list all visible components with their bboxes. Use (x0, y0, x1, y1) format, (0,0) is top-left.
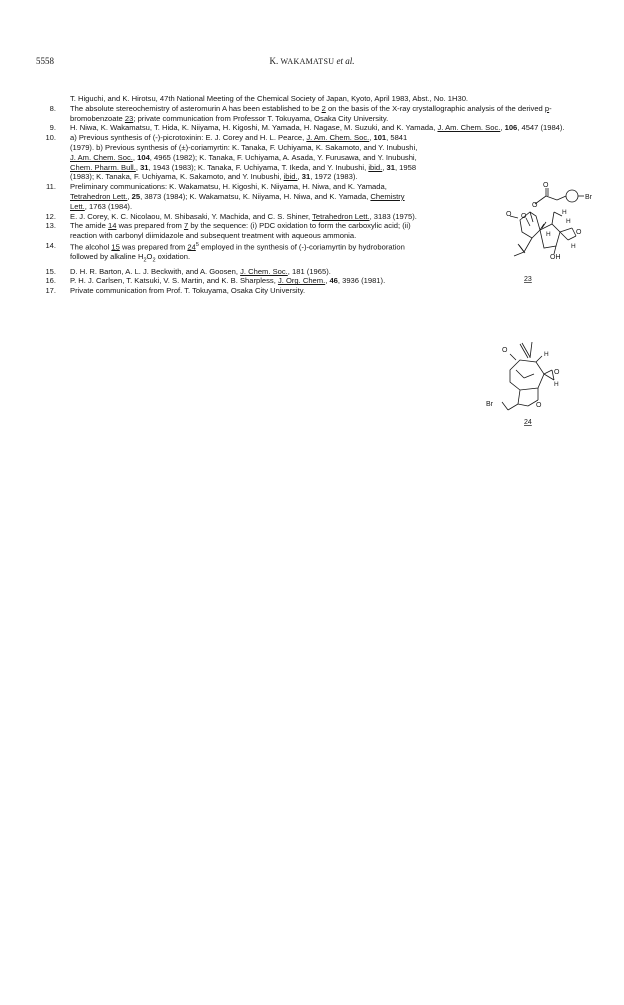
text-fragment: Preliminary communications: K. Wakamatsu, H. Kigoshi, K. Niiyama, H. Niwa, and K. Yamada, (70, 182, 387, 192)
text-fragment: was prepared from (116, 221, 184, 231)
reference-number: 15. (45, 266, 56, 276)
running-title (36, 56, 588, 66)
text-fragment: , 3183 (1975). (369, 211, 417, 221)
reference-text (70, 212, 420, 222)
compound-label-24: 24 (524, 419, 532, 426)
text-fragment: P. H. J. Carlsen, T. Katsuki, V. S. Martin, and K. B. Sharpless, (70, 276, 278, 286)
citation-fragment: Tetrahedron Lett. (312, 211, 370, 221)
reference-number: 17. (45, 286, 56, 296)
citation-fragment: 15 (111, 242, 120, 252)
citation-fragment: J. Am. Chem. Soc. (306, 133, 370, 143)
reference-entry (36, 123, 596, 133)
atom-br: Br (585, 194, 592, 201)
atom-h3: H (571, 243, 576, 250)
text-fragment: 31 (140, 162, 149, 172)
text-fragment: , (135, 162, 141, 172)
atom-br: Br (486, 401, 493, 408)
reference-text (70, 104, 596, 124)
reference-text (70, 276, 420, 286)
text-fragment: , 3873 (1984); K. Wakamatsu, K. Niiyama, H. Niwa, and K. Yamada, (140, 191, 371, 201)
author-name: WAKAMATSU (280, 57, 335, 66)
atom-o-ring: O (532, 202, 538, 209)
text-fragment: -bromobenzoate (70, 103, 552, 123)
text-fragment: , (297, 172, 302, 182)
text-fragment: a) Previous synthesis of (-)-picrotoxinin: E. J. Corey and H. L. Pearce, (70, 133, 307, 143)
author-initial: K. (269, 56, 281, 66)
text-fragment: , (382, 162, 387, 172)
reference-text (70, 94, 596, 104)
citation-fragment: ibid. (283, 172, 298, 182)
text-fragment: 2 (143, 257, 147, 264)
atom-h2: H (566, 218, 571, 225)
reference-text (70, 267, 420, 277)
structure-24 (480, 340, 580, 432)
atom-h4: H (546, 231, 551, 238)
text-fragment: , 5841 (1979). b) Previous synthesis of (±)-coriamyrtin: K. Tanaka, F. Uchiyama, K. Sakamoto, and Y. Inubushi, (70, 133, 418, 152)
text-fragment: oxidation. (155, 252, 191, 262)
text-fragment: H. Niwa, K. Wakamatsu, T. Hida, K. Niiyama, H. Kigoshi, M. Yamada, H. Nagase, M. Suzuki, and K. Yamada, (70, 123, 438, 133)
reference-number: 12. (45, 211, 56, 221)
text-fragment: , (325, 276, 330, 286)
reference-text (70, 241, 420, 267)
text-fragment: was prepared from (119, 242, 188, 252)
reference-text (70, 182, 420, 211)
text-fragment: 46 (329, 276, 338, 286)
text-fragment: T. Higuchi, and K. Hirotsu, 47th National Meeting of the Chemical Society of Japan, Kyoto, April 1983, Abst., No. 1H30. (70, 94, 469, 103)
atom-h2: H (554, 381, 559, 388)
text-fragment: D. H. R. Barton, A. L. J. Beckwith, and A. Goosen, (70, 266, 241, 276)
text-fragment: The amide (70, 221, 108, 231)
text-fragment: , 1943 (1983); K. Tanaka, F. Uchiyama, T. Ikeda, and Y. Inubushi, (148, 162, 369, 172)
citation-fragment: J. Org. Chem. (277, 276, 326, 286)
text-fragment: O (146, 252, 153, 262)
text-fragment: , 3936 (1981). (337, 276, 386, 286)
atom-h1: H (562, 209, 567, 216)
citation-fragment: 24 (187, 242, 196, 252)
reference-text (70, 221, 420, 241)
text-fragment: 101 (373, 133, 387, 143)
text-fragment: 2 (152, 257, 156, 264)
citation-fragment: J. Am. Chem. Soc. (70, 152, 133, 162)
text-fragment: 25 (131, 191, 141, 201)
text-fragment: E. J. Corey, K. C. Nicolaou, M. Shibasaki, Y. Machida, and C. S. Shiner, (70, 211, 313, 221)
citation-fragment: ibid. (368, 162, 383, 172)
reference-entry (36, 286, 596, 296)
structure-23-drawing (488, 176, 600, 286)
author-suffix: et al. (334, 56, 355, 66)
text-fragment: , 181 (1965). (287, 266, 331, 276)
text-fragment: , (132, 152, 138, 162)
reference-entry (36, 104, 596, 124)
atom-o-lactone: O (506, 211, 512, 218)
text-fragment: , 1972 (1983). (310, 172, 358, 182)
reference-number: 16. (45, 276, 56, 286)
text-fragment: The absolute stereochemistry of asteromurin A has been established to be (70, 103, 322, 113)
text-fragment: The alcohol (70, 242, 112, 252)
text-fragment: 104 (137, 152, 150, 162)
citation-fragment: 7 (183, 221, 189, 231)
atom-o-top: O (502, 347, 508, 354)
atom-o-right: O (554, 369, 560, 376)
citation-fragment: Chemistry Lett. (70, 191, 405, 211)
citation-fragment: Chem. Pharm. Bull. (70, 162, 136, 172)
reference-text (70, 133, 420, 182)
text-fragment: , 4965 (1982); K. Tanaka, F. Uchiyama, A. Asada, Y. Furusawa, and Y. Inubushi, (149, 152, 417, 162)
reference-entry (36, 133, 596, 182)
reference-text (70, 123, 596, 133)
text-fragment: , 1763 (1984). (84, 201, 133, 211)
text-fragment: ; private communication from Professor T. Tokuyama, Osaka City University. (133, 113, 389, 123)
structure-23 (488, 176, 600, 286)
text-fragment: , (500, 123, 505, 133)
citation-fragment: Tetrahedron Lett. (70, 191, 128, 201)
text-fragment: , (127, 191, 132, 201)
text-fragment: on the basis of the X-ray crystallographic analysis of the derived (325, 103, 545, 113)
atom-o-epox: O (576, 229, 582, 236)
text-fragment: by the sequence: (i) PDC oxidation to form the carboxylic acid; (ii) reaction with carbonyl diimidazole and subsequent treatment with aqueous ammonia. (70, 221, 411, 241)
page-number: 5558 (36, 56, 54, 66)
text-fragment: 31 (386, 162, 395, 172)
running-header (36, 56, 588, 70)
citation-fragment: 14 (108, 221, 117, 231)
text-fragment: 31 (301, 172, 311, 182)
atom-o-eq: O (521, 213, 527, 220)
reference-number: 8. (49, 103, 56, 113)
reference-number: 9. (49, 123, 56, 133)
atom-o-bottom: O (536, 402, 542, 409)
citation-fragment: J. Am. Chem. Soc. (437, 123, 501, 133)
reference-number: 13. (45, 221, 56, 231)
text-fragment: employed in the synthesis of (-)-coriamyrtin by hydroboration followed by alkaline H (70, 242, 405, 262)
text-fragment: , (369, 133, 374, 143)
citation-fragment: J. Chem. Soc. (240, 266, 288, 276)
text-fragment: Private communication from Prof. T. Tokuyama, Osaka City University. (70, 286, 306, 296)
reference-text (70, 286, 596, 296)
text-fragment: , 4547 (1984). (517, 123, 565, 133)
reference-number: 11. (46, 182, 56, 192)
atom-oh: OH (550, 254, 561, 261)
text-fragment: , 1958 (1983); K. Tanaka, F. Uchiyama, K. Sakamoto, and Y. Inubushi, (70, 162, 417, 182)
citation-fragment: 23 (124, 113, 134, 123)
citation-fragment: p (544, 103, 550, 113)
compound-label-23: 23 (524, 276, 532, 283)
reference-entry (36, 94, 596, 104)
atom-o-carbonyl: O (543, 182, 549, 189)
structure-24-drawing (480, 340, 580, 432)
citation-fragment: 2 (321, 103, 326, 113)
atom-h1: H (544, 351, 549, 358)
reference-number: 10. (45, 133, 56, 143)
text-fragment: 5 (195, 241, 199, 248)
reference-number: 14. (45, 240, 56, 250)
text-fragment: 106 (504, 123, 518, 133)
